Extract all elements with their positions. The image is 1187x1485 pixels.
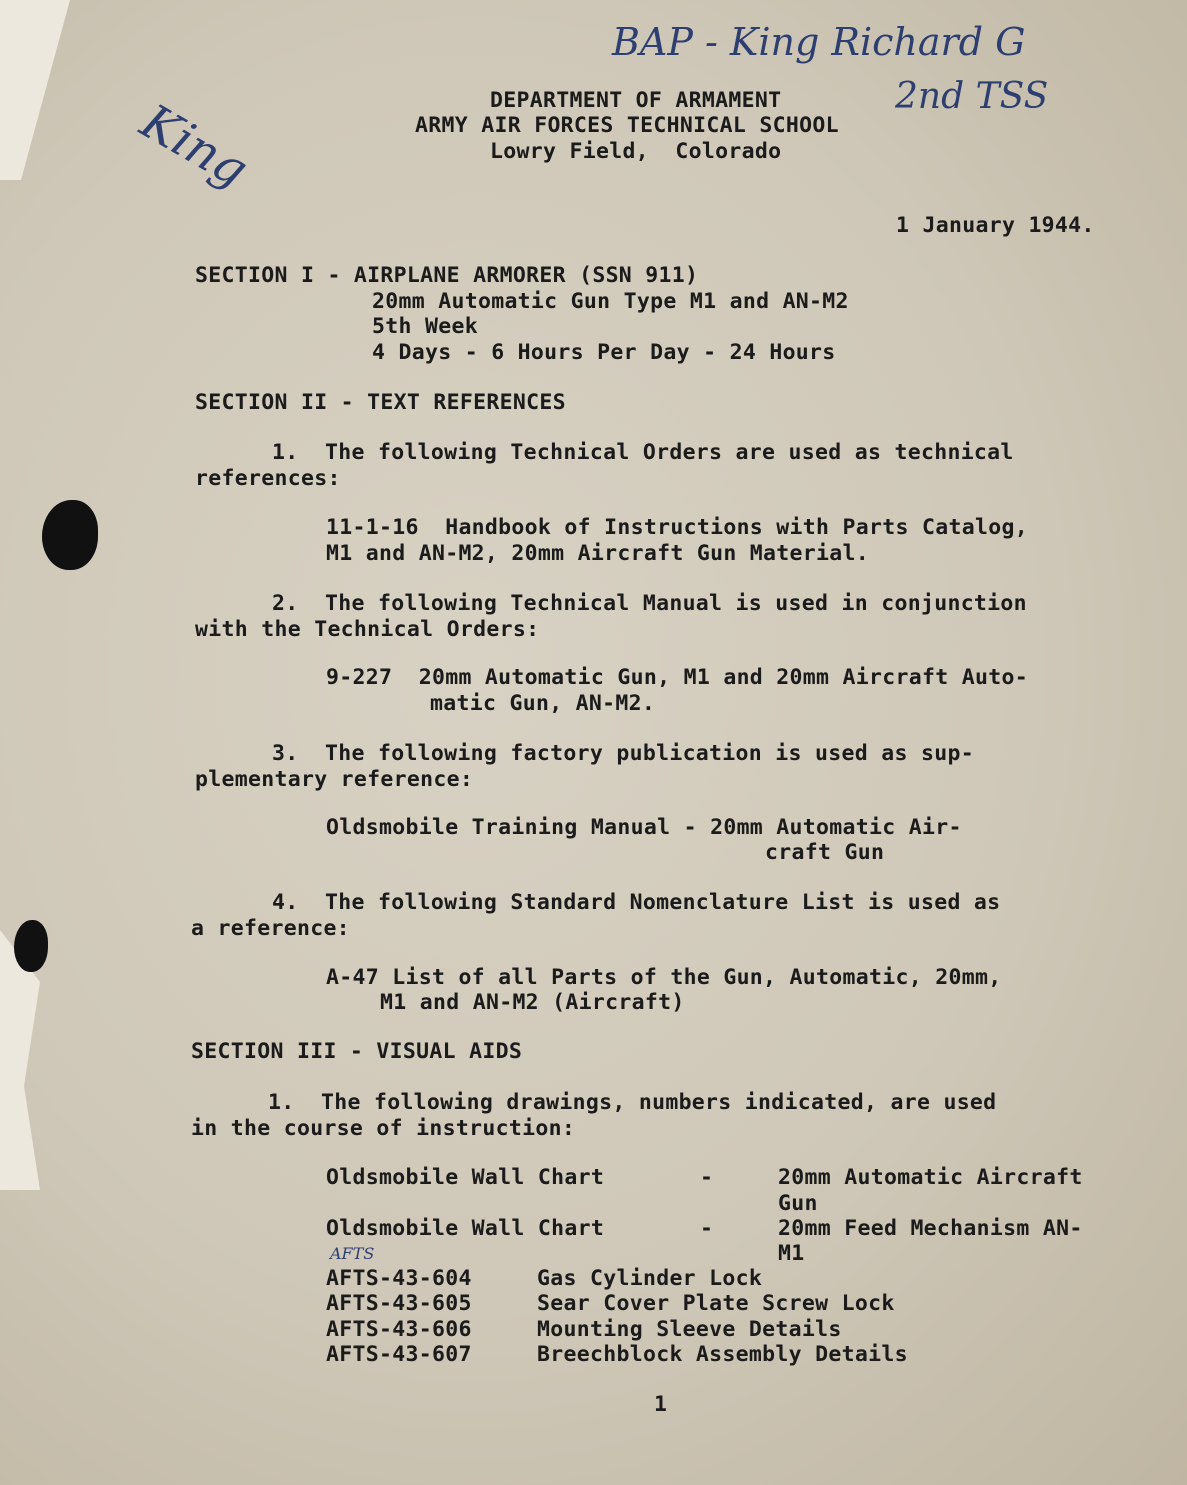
drawing-number: AFTS-43-607: [326, 1342, 472, 1367]
chart-title-cont: M1: [778, 1241, 805, 1266]
section-1-week: 5th Week: [372, 314, 478, 339]
reference-snl-a-47: A-47 List of all Parts of the Gun, Automatic, 20mm,: [326, 965, 1002, 990]
handwritten-note-top: BAP - King Richard G: [612, 20, 1026, 64]
chart-source: Oldsmobile Wall Chart: [326, 1216, 605, 1241]
section-1-hours: 4 Days - 6 Hours Per Day - 24 Hours: [372, 340, 836, 365]
page-number: 1: [654, 1392, 668, 1417]
handwritten-note-unit: 2nd TSS: [895, 76, 1049, 117]
reference-to-11-1-16: 11-1-16 Handbook of Instructions with Parts Catalog,: [326, 515, 1028, 540]
chart-title: 20mm Feed Mechanism AN-: [778, 1216, 1083, 1241]
reference-oldsmobile-manual: Oldsmobile Training Manual - 20mm Automatic Air-: [326, 815, 962, 840]
header-department: DEPARTMENT OF ARMAMENT: [490, 88, 782, 113]
chart-title-cont: Gun: [778, 1191, 818, 1216]
drawing-title: Breechblock Assembly Details: [537, 1342, 908, 1367]
section-2-paragraph-3: 3. The following factory publication is used as sup-: [272, 741, 974, 766]
section-2-paragraph-4-cont: a reference:: [191, 916, 350, 941]
section-2-paragraph-4: 4. The following Standard Nomenclature List is used as: [272, 890, 1001, 915]
header-school: ARMY AIR FORCES TECHNICAL SCHOOL: [415, 113, 839, 138]
handwritten-signature: King: [131, 93, 258, 199]
reference-snl-a-47-cont: M1 and AN-M2 (Aircraft): [380, 990, 685, 1015]
chart-source: Oldsmobile Wall Chart: [326, 1165, 605, 1190]
reference-tm-9-227: 9-227 20mm Automatic Gun, M1 and 20mm Aircraft Auto-: [326, 665, 1028, 690]
section-2-paragraph-1: 1. The following Technical Orders are used as technical: [272, 440, 1014, 465]
chart-dash: -: [700, 1216, 714, 1241]
drawing-number: AFTS-43-606: [326, 1317, 472, 1342]
punch-hole-1: [42, 500, 98, 570]
reference-tm-9-227-cont: matic Gun, AN-M2.: [430, 691, 656, 716]
drawing-title: Mounting Sleeve Details: [537, 1317, 842, 1342]
header-location: Lowry Field, Colorado: [490, 139, 782, 164]
reference-to-11-1-16-cont: M1 and AN-M2, 20mm Aircraft Gun Material.: [326, 541, 870, 566]
section-2-paragraph-2: 2. The following Technical Manual is used in conjunction: [272, 591, 1027, 616]
section-2-paragraph-3-cont: plementary reference:: [195, 767, 474, 792]
section-2-heading: SECTION II - TEXT REFERENCES: [195, 390, 566, 415]
torn-edge-top: [0, 0, 70, 180]
section-1-heading: SECTION I - AIRPLANE ARMORER (SSN 911): [195, 263, 699, 288]
section-3-paragraph-1: 1. The following drawings, numbers indicated, are used: [268, 1090, 997, 1115]
punch-hole-2: [14, 920, 48, 972]
section-2-paragraph-2-cont: with the Technical Orders:: [195, 617, 540, 642]
section-3-heading: SECTION III - VISUAL AIDS: [191, 1039, 523, 1064]
section-3-paragraph-1-cont: in the course of instruction:: [191, 1116, 576, 1141]
document-date: 1 January 1944.: [896, 213, 1095, 238]
section-1-course: 20mm Automatic Gun Type M1 and AN-M2: [372, 289, 849, 314]
section-2-paragraph-1-cont: references:: [195, 466, 341, 491]
reference-oldsmobile-manual-cont: craft Gun: [765, 840, 885, 865]
chart-dash: -: [700, 1165, 714, 1190]
drawing-number: AFTS-43-604: [326, 1266, 472, 1291]
drawing-title: Gas Cylinder Lock: [537, 1266, 763, 1291]
handwritten-afts-note: AFTS: [330, 1244, 375, 1263]
drawing-number: AFTS-43-605: [326, 1291, 472, 1316]
chart-title: 20mm Automatic Aircraft: [778, 1165, 1083, 1190]
drawing-title: Sear Cover Plate Screw Lock: [537, 1291, 895, 1316]
